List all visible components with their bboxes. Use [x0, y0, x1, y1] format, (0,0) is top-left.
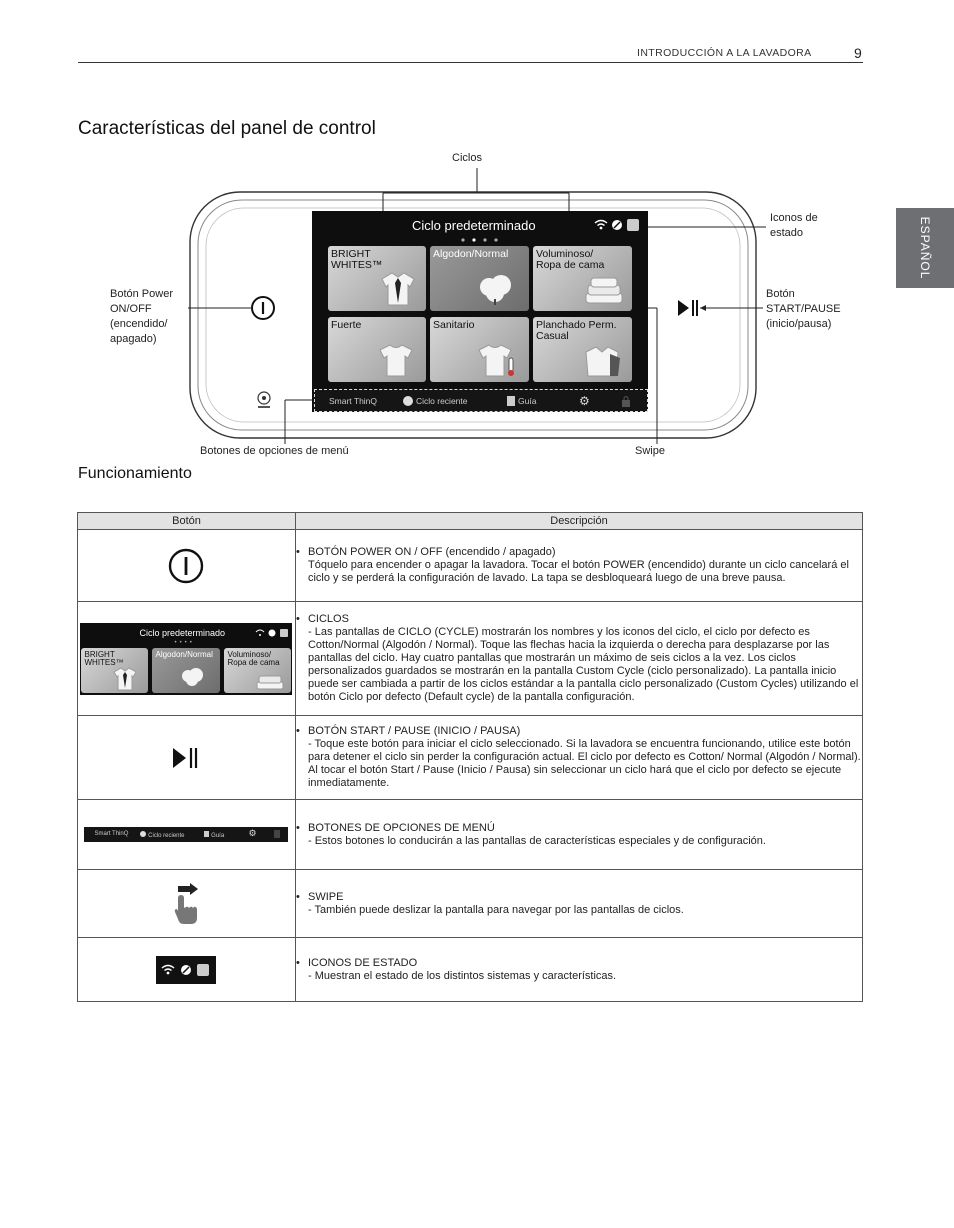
cotton-icon	[178, 665, 206, 689]
callout-start-pause	[766, 287, 841, 332]
cycles-thumbnail	[80, 623, 292, 695]
function-table	[77, 512, 863, 1002]
callout-line: ON/OFF	[110, 303, 152, 315]
row-title: • ICONOS DE ESTADO	[296, 957, 862, 970]
callout-menu-buttons: Botones de opciones de menú	[200, 445, 349, 457]
row-body: - Estos botones lo conducirán a las pantallas de características especiales y de configuración.	[307, 834, 766, 847]
touch-screen[interactable]	[312, 211, 648, 412]
row-title: • BOTÓN POWER ON / OFF (encendido / apagado)	[296, 546, 862, 559]
wifi-icon	[162, 965, 174, 974]
table-row	[78, 716, 863, 800]
running-header: INTRODUCCIÓN A LA LAVADORA	[637, 47, 812, 59]
button-cell	[78, 530, 296, 602]
callout-line: estado	[770, 227, 804, 239]
callout-line: Botón Power	[110, 288, 173, 300]
callout-line: Iconos de	[770, 212, 818, 224]
thumb-tile	[81, 648, 148, 693]
callout-line: (inicio/pausa)	[766, 318, 832, 330]
table-row	[78, 938, 863, 1002]
jacket-icon	[580, 344, 624, 378]
tile-label: Planchado Perm. Casual	[536, 319, 617, 342]
shirt-tie-icon	[112, 665, 138, 691]
button-cell	[78, 938, 296, 1002]
description-cell	[295, 602, 862, 716]
callout-power	[110, 287, 173, 347]
language-tab-label: ESPAÑOL	[918, 216, 932, 280]
tile-label: Sanitario	[433, 319, 475, 331]
tshirt-thermometer-icon	[475, 342, 519, 378]
cycle-tile-fuerte[interactable]	[328, 317, 426, 382]
tile-label: Voluminoso/ Ropa de cama	[536, 248, 605, 271]
page-number: 9	[854, 45, 862, 61]
thumb-tile	[152, 648, 220, 693]
thumb-status-icons	[255, 628, 289, 638]
cycle-tile-bright-whites[interactable]	[328, 246, 426, 311]
pre-wash-icon	[197, 964, 209, 976]
page-dots	[460, 237, 500, 243]
status-icons	[160, 962, 214, 978]
callout-line: apagado)	[110, 333, 157, 345]
button-cell	[78, 716, 296, 800]
callout-swipe: Swipe	[635, 445, 665, 457]
row-body: - Las pantallas de CICLO (CYCLE) mostrarán los nombres y los iconos del ciclo, el ciclo por defecto es Cotton/Normal (Algodón / Normal). Toque las flechas hacia la izquierda o derecha para desplazarse por las pantallas del ciclo. Hay cuatro pantallas que mostrarán un máximo de seis ciclos a la vez. Los ciclos personalizados guardados se mostrarán en la pantalla Custom Cycle (ciclo personalizado). La pantalla inicio puede ser cambiada a partir de los ciclos estándar a la pantalla ciclo personalizado (Custom Cycles) utilizando el botón Ciclo por defecto (Default cycle) de la pantalla configuración.	[307, 626, 859, 703]
callout-line: Botón	[766, 288, 795, 300]
table-row	[78, 870, 863, 938]
table-header-row	[78, 513, 863, 530]
thumb-page-dots: ••••	[174, 639, 195, 646]
thumb-menu-smart: Smart ThinQ	[94, 831, 129, 837]
description-cell	[295, 870, 862, 938]
row-title: • SWIPE	[296, 891, 862, 904]
cycle-tile-sanitario[interactable]	[430, 317, 529, 382]
bedding-icon	[582, 277, 626, 307]
button-cell	[78, 602, 296, 716]
menu-guide[interactable]	[507, 390, 536, 411]
thumb-menu-recent-label: Ciclo reciente	[148, 833, 185, 839]
bedding-icon	[255, 671, 285, 691]
cycle-tile-algodon-normal[interactable]	[430, 246, 529, 311]
thumb-screen-title: Ciclo predeterminado	[139, 627, 226, 638]
table-row	[78, 800, 863, 870]
tile-label: BRIGHT WHITES™	[331, 248, 383, 271]
power-icon	[167, 547, 205, 585]
table-row	[78, 530, 863, 602]
guide-icon	[204, 831, 209, 837]
callout-ciclos: Ciclos	[452, 152, 482, 164]
swipe-hand-icon	[166, 882, 206, 926]
menu-options-bar	[314, 389, 648, 412]
start-pause-icon	[171, 745, 201, 771]
settings-gear-icon[interactable]: ⚙	[579, 393, 590, 408]
wifi-icon	[595, 221, 607, 230]
menu-smart-thinq[interactable]: Smart ThinQ	[329, 395, 378, 406]
power-button[interactable]	[250, 295, 276, 321]
page-title: Características del panel de control	[78, 118, 376, 139]
control-panel-diagram	[0, 0, 954, 470]
description-cell	[295, 938, 862, 1002]
menu-bar-thumbnail	[84, 827, 288, 842]
lock-icon[interactable]	[621, 390, 631, 411]
cycle-tile-voluminoso[interactable]	[533, 246, 632, 311]
lock-icon	[274, 830, 280, 838]
description-cell	[295, 530, 862, 602]
smart-diagnosis-icon	[254, 390, 274, 412]
tile-label: Algodon/Normal	[433, 248, 509, 260]
table-row	[78, 602, 863, 716]
status-icons	[592, 217, 642, 233]
callout-line: (encendido/	[110, 318, 168, 330]
thumb-tile-label: Voluminoso/ Ropa de cama	[227, 649, 280, 667]
row-body: Tóquelo para encender o apagar la lavadora. Tocar el botón POWER (encendido) durante un ciclo cancelará el ciclo y se perderá la configuración de lavado. La tapa se desbloqueará luego de una breve pausa.	[307, 559, 849, 584]
screen-title: Ciclo predeterminado	[412, 218, 536, 233]
callout-status-icons	[770, 211, 818, 241]
row-body: - Muestran el estado de los distintos sistemas y características.	[307, 969, 617, 982]
thumb-menu-guide	[204, 831, 224, 839]
settings-gear-icon: ⚙	[248, 828, 257, 838]
pre-wash-icon	[627, 219, 639, 231]
start-pause-button[interactable]	[676, 297, 700, 319]
tile-label: Fuerte	[331, 319, 362, 331]
guide-icon	[507, 396, 515, 406]
column-header: Descripción	[295, 513, 862, 530]
recent-cycle-icon	[403, 396, 413, 406]
description-cell	[295, 716, 862, 800]
description-cell	[295, 800, 862, 870]
status-icons-thumbnail	[156, 956, 216, 984]
row-title: • BOTÓN START / PAUSE (INICIO / PAUSA)	[296, 725, 862, 738]
recent-cycle-icon	[140, 831, 146, 837]
thumb-tile-label: BRIGHT WHITES™	[84, 649, 124, 667]
callout-line: START/PAUSE	[766, 303, 841, 315]
shirt-tie-icon	[378, 269, 418, 307]
row-title: • CICLOS	[296, 613, 862, 626]
menu-recent-cycle[interactable]	[403, 390, 468, 411]
row-title: • BOTONES DE OPCIONES DE MENÚ	[296, 822, 862, 835]
thumb-tile	[224, 648, 291, 693]
tshirt-icon	[376, 342, 416, 378]
menu-recent-label: Ciclo reciente	[416, 395, 468, 406]
thumb-tile-label: Algodon/Normal	[155, 649, 213, 659]
row-body: - Toque este botón para iniciar el ciclo seleccionado. Si la lavadora se encuentra funcionando, utilice este botón para detener el ciclo sin perder la configuración actual. El ciclo por defecto es Cotton/ Normal (Algodón / Normal). Al tocar el botón Start / Pause (Inicio / Pausa) sin seleccionar un ciclo hará que el ciclo por defecto se ejecute inmediatamente.	[307, 738, 861, 789]
menu-guide-label: Guía	[518, 395, 537, 406]
button-cell	[78, 800, 296, 870]
row-body: - También puede deslizar la pantalla para navegar por las pantallas de ciclos.	[307, 903, 684, 916]
thumb-menu-recent	[140, 831, 184, 839]
button-cell	[78, 870, 296, 938]
thumb-menu-guide-label: Guía	[211, 833, 225, 839]
section-title: Funcionamiento	[78, 465, 192, 482]
cotton-icon	[475, 271, 515, 305]
cycle-tile-planchado[interactable]	[533, 317, 632, 382]
column-header: Botón	[78, 513, 296, 530]
